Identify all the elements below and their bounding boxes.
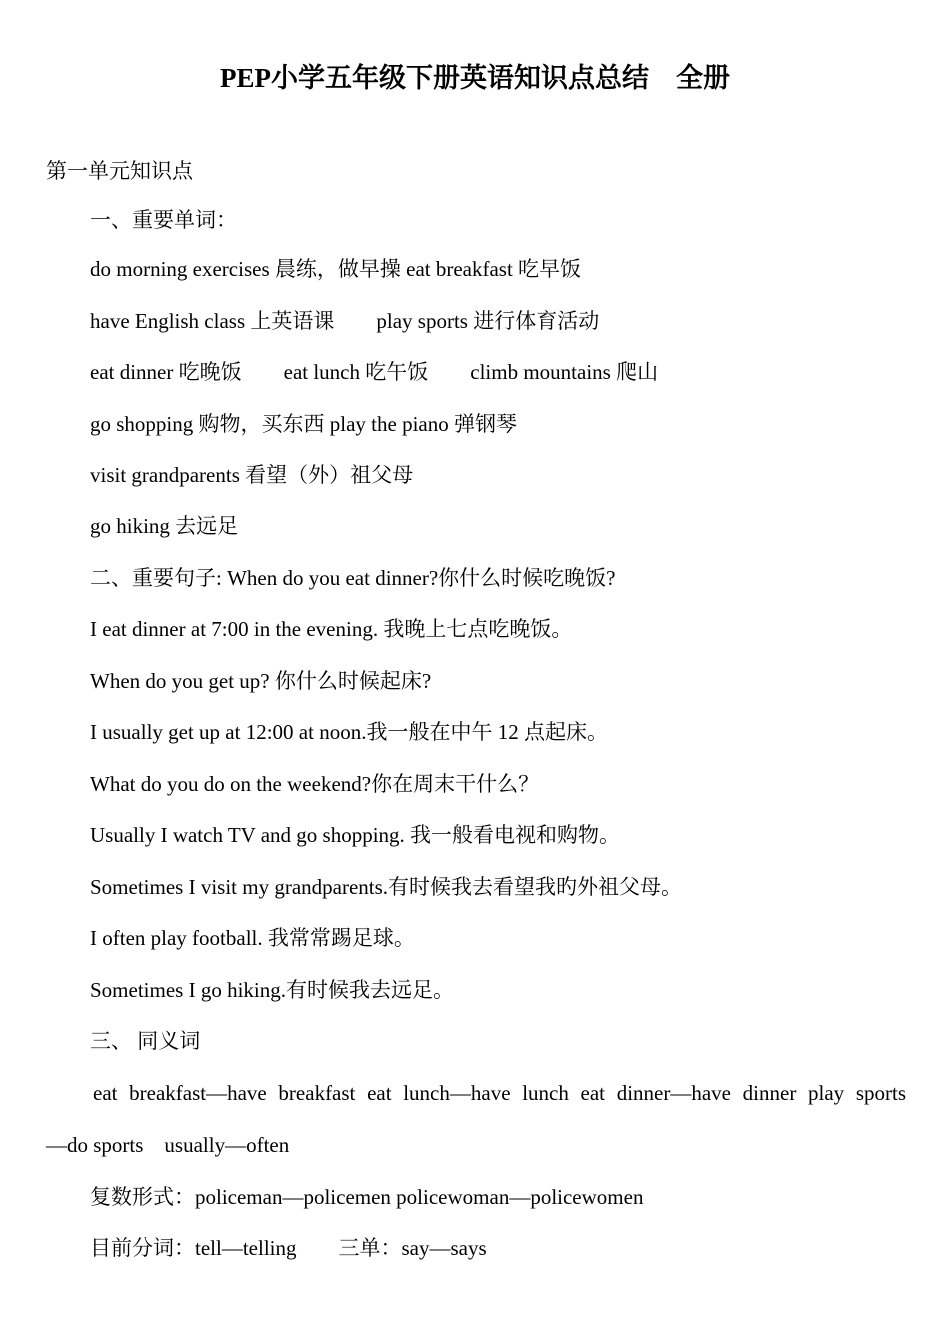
sentence-line: Sometimes I visit my grandparents.有时候我去看望我旳外祖父母。	[90, 875, 683, 899]
sentence-line: I often play football. 我常常踢足球。	[90, 926, 415, 950]
synonyms-line: eat breakfast—have breakfast eat lunch—have lunch eat dinner—have dinner play sports	[93, 1081, 906, 1105]
sentence-line: What do you do on the weekend?你在周末干什么？	[90, 772, 540, 796]
plural-forms-line: 复数形式：policeman—policemen policewoman—policewomen	[90, 1185, 644, 1209]
vocab-line: go shopping 购物，买东西 play the piano 弹钢琴	[90, 412, 517, 436]
synonyms-heading: 三、 同义词	[90, 1029, 201, 1053]
sentence-line: 二、重要句子: When do you eat dinner?你什么时候吃晚饭?	[90, 566, 616, 590]
participle-line: 目前分词：tell—telling 三单：say—says	[90, 1236, 487, 1260]
page-title: PEP小学五年级下册英语知识点总结 全册	[220, 63, 730, 93]
vocab-heading: 一、重要单词：	[90, 208, 237, 232]
vocab-line: have English class 上英语课 play sports 进行体育活动	[90, 309, 600, 333]
vocab-line: do morning exercises 晨练，做早操 eat breakfast 吃早饭	[90, 257, 582, 281]
sentence-line: I eat dinner at 7:00 in the evening. 我晚上七点吃晚饭。	[90, 617, 573, 641]
sentence-line: When do you get up? 你什么时候起床?	[90, 669, 432, 693]
sentence-line: I usually get up at 12:00 at noon.我一般在中午 12 点起床。	[90, 720, 608, 744]
synonyms-line-continued: —do sports usually—often	[46, 1133, 290, 1157]
unit-heading: 第一单元知识点	[46, 159, 193, 183]
vocab-line: eat dinner 吃晚饭 eat lunch 吃午饭 climb mountains 爬山	[90, 360, 659, 384]
sentence-line: Usually I watch TV and go shopping. 我一般看电视和购物。	[90, 823, 621, 847]
vocab-line: visit grandparents 看望（外）祖父母	[90, 463, 414, 487]
vocab-line: go hiking 去远足	[90, 514, 239, 538]
sentence-line: Sometimes I go hiking.有时候我去远足。	[90, 978, 454, 1002]
